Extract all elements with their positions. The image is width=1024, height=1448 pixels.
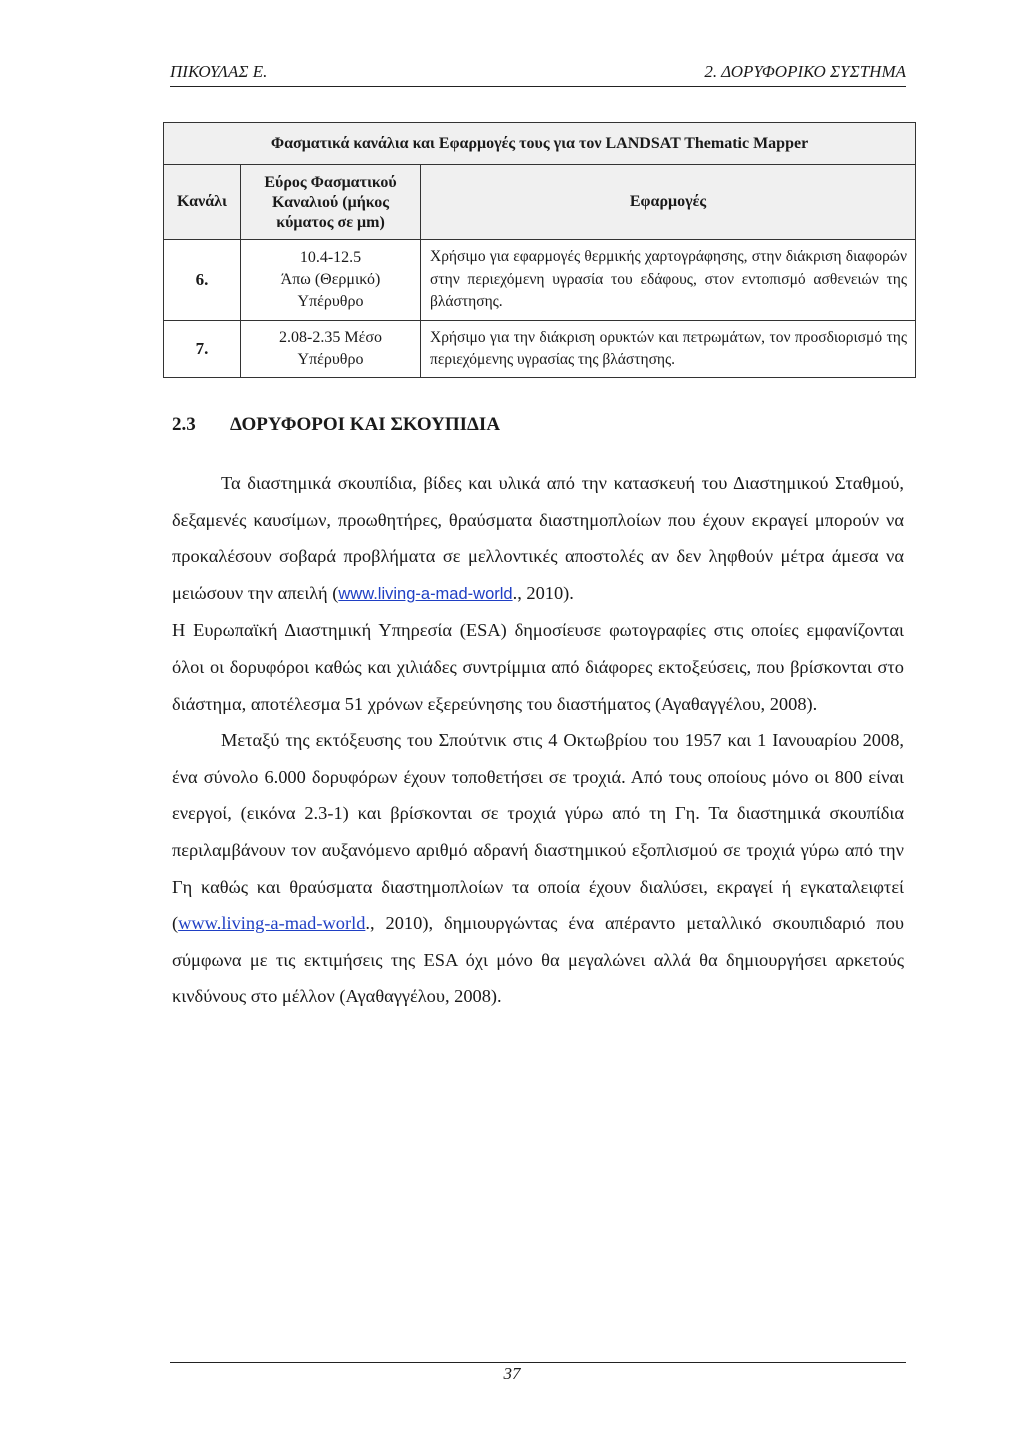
header-chapter-title: 2. ΔΟΡΥΦΟΡΙΚΟ ΣΥΣΤΗΜΑ	[704, 62, 906, 81]
applications-cell: Χρήσιμο για εφαρμογές θερμικής χαρτογράφησης, στην διάκριση διαφορών στην περιεχόμενη υγρασία του εδάφους, στον εντοπισμό ασθενειών της βλάστησης.	[421, 240, 916, 321]
spectral-range-line: Υπέρυθρο	[297, 293, 364, 310]
paragraph	[172, 465, 904, 612]
footer-rule	[170, 1362, 906, 1363]
applications-cell: Χρήσιμο για την διάκριση ορυκτών και πετρωμάτων, τον προσδιορισμό της περιεχόμενης υγρασίας της βλάστησης.	[421, 321, 916, 378]
spectral-range-cell	[241, 321, 421, 378]
column-header-applications: Εφαρμογές	[421, 165, 916, 240]
channel-number: 7.	[164, 321, 241, 378]
section-heading	[172, 414, 500, 436]
paragraph-text: Η Ευρωπαϊκή Διαστημική Υπηρεσία (ESA) δημοσίευσε φωτογραφίες στις οποίες εμφανίζονται όλοι οι δορυφόροι καθώς και χιλιάδες συντρίμμια από διάφορες εκτοξεύσεις, που βρίσκονται στο διάστημα, αποτέλεσμα 51 χρόνων εξερεύνησης του διαστήματος (Αγαθαγγέλου, 2008).	[172, 620, 904, 714]
reference-link[interactable]: www.living-a-mad-world	[178, 913, 366, 934]
paragraph-text: Μεταξύ της εκτόξευσης του Σπούτνικ στις 4 Οκτωβρίου του 1957 και 1 Ιανουαρίου 2008, ένα σύνολο 6.000 δορυφόρων έχουν τοποθετήσει σε τροχιά. Από τους οποίους μόνο οι 800 είναι ενεργοί, (εικόνα 2.3-1) και βρίσκονται σε τροχιά γύρω από τη Γη. Τα διαστημικά σκουπίδια περιλαμβάνουν τον αυξανόμενο αριθμό αδρανή διαστημικού εξοπλισμού σε τροχιά γύρω από την Γη καθώς και θραύσματα διαστημοπλοίων τα οποία έχουν διαλύσει, εκραγεί ή εγκαταλειφτεί (	[172, 730, 904, 934]
paragraph	[172, 612, 904, 722]
spectral-range-line: 10.4-12.5	[299, 249, 362, 266]
column-header-range-line-2: Καναλιού (μήκος	[272, 194, 389, 211]
paragraph	[172, 722, 904, 1015]
spectral-range-line: Υπέρυθρο	[297, 351, 364, 368]
spectral-range-line: Άπω (Θερμικό)	[280, 271, 381, 288]
column-header-range-line-1: Εύρος Φασματικού	[264, 174, 397, 191]
header-author: ΠΙΚΟΥΛΑΣ Ε.	[170, 62, 268, 81]
paragraph-text: Τα διαστημικά σκουπίδια, βίδες και υλικά από την κατασκευή του Διαστημικού Σταθμού, δεξαμενές καυσίμων, προωθητήρες, θραύσματα διαστημοπλοίων που έχουν εκραγεί μπορούν να προκαλέσουν σοβαρά προβλήματα σε μελλοντικές αποστολές αν δεν ληφθούν μέτρα άμεσα να μειώσουν την απειλή (	[172, 473, 904, 603]
table-row	[164, 321, 916, 378]
paragraph-text: ., 2010).	[512, 582, 574, 603]
table-header-row	[164, 165, 916, 240]
table-row	[164, 240, 916, 321]
column-header-range-line-3: κύματος σε μm)	[276, 214, 385, 231]
spectral-range-cell	[241, 240, 421, 321]
table-caption: Φασματικά κανάλια και Εφαρμογές τους για τον LANDSAT Thematic Mapper	[164, 123, 916, 165]
body-text	[172, 465, 904, 1015]
header-rule	[170, 86, 906, 87]
column-header-spectral-range	[241, 165, 421, 240]
page-number: 37	[503, 1364, 521, 1383]
section-number: 2.3	[172, 414, 196, 435]
running-header	[170, 62, 906, 86]
section-title: ΔΟΡΥΦΟΡΟΙ ΚΑΙ ΣΚΟΥΠΙΔΙΑ	[230, 414, 501, 435]
spectral-channels-table	[163, 122, 916, 378]
paragraph-text: ., 2010), δημιουργώντας ένα απέραντο μεταλλικό σκουπιδαριό που σύμφωνα με τις εκτιμήσεις της ESA όχι μόνο θα μεγαλώνει αλλά θα δημιουργήσει αρκετούς κινδύνους στο μέλλον (Αγαθαγγέλου, 2008).	[172, 913, 904, 1007]
column-header-channel: Κανάλι	[164, 165, 241, 240]
channel-number: 6.	[164, 240, 241, 321]
reference-link[interactable]: www.living-a-mad-world	[338, 584, 513, 603]
spectral-range-line: 2.08-2.35 Μέσο	[279, 329, 382, 346]
